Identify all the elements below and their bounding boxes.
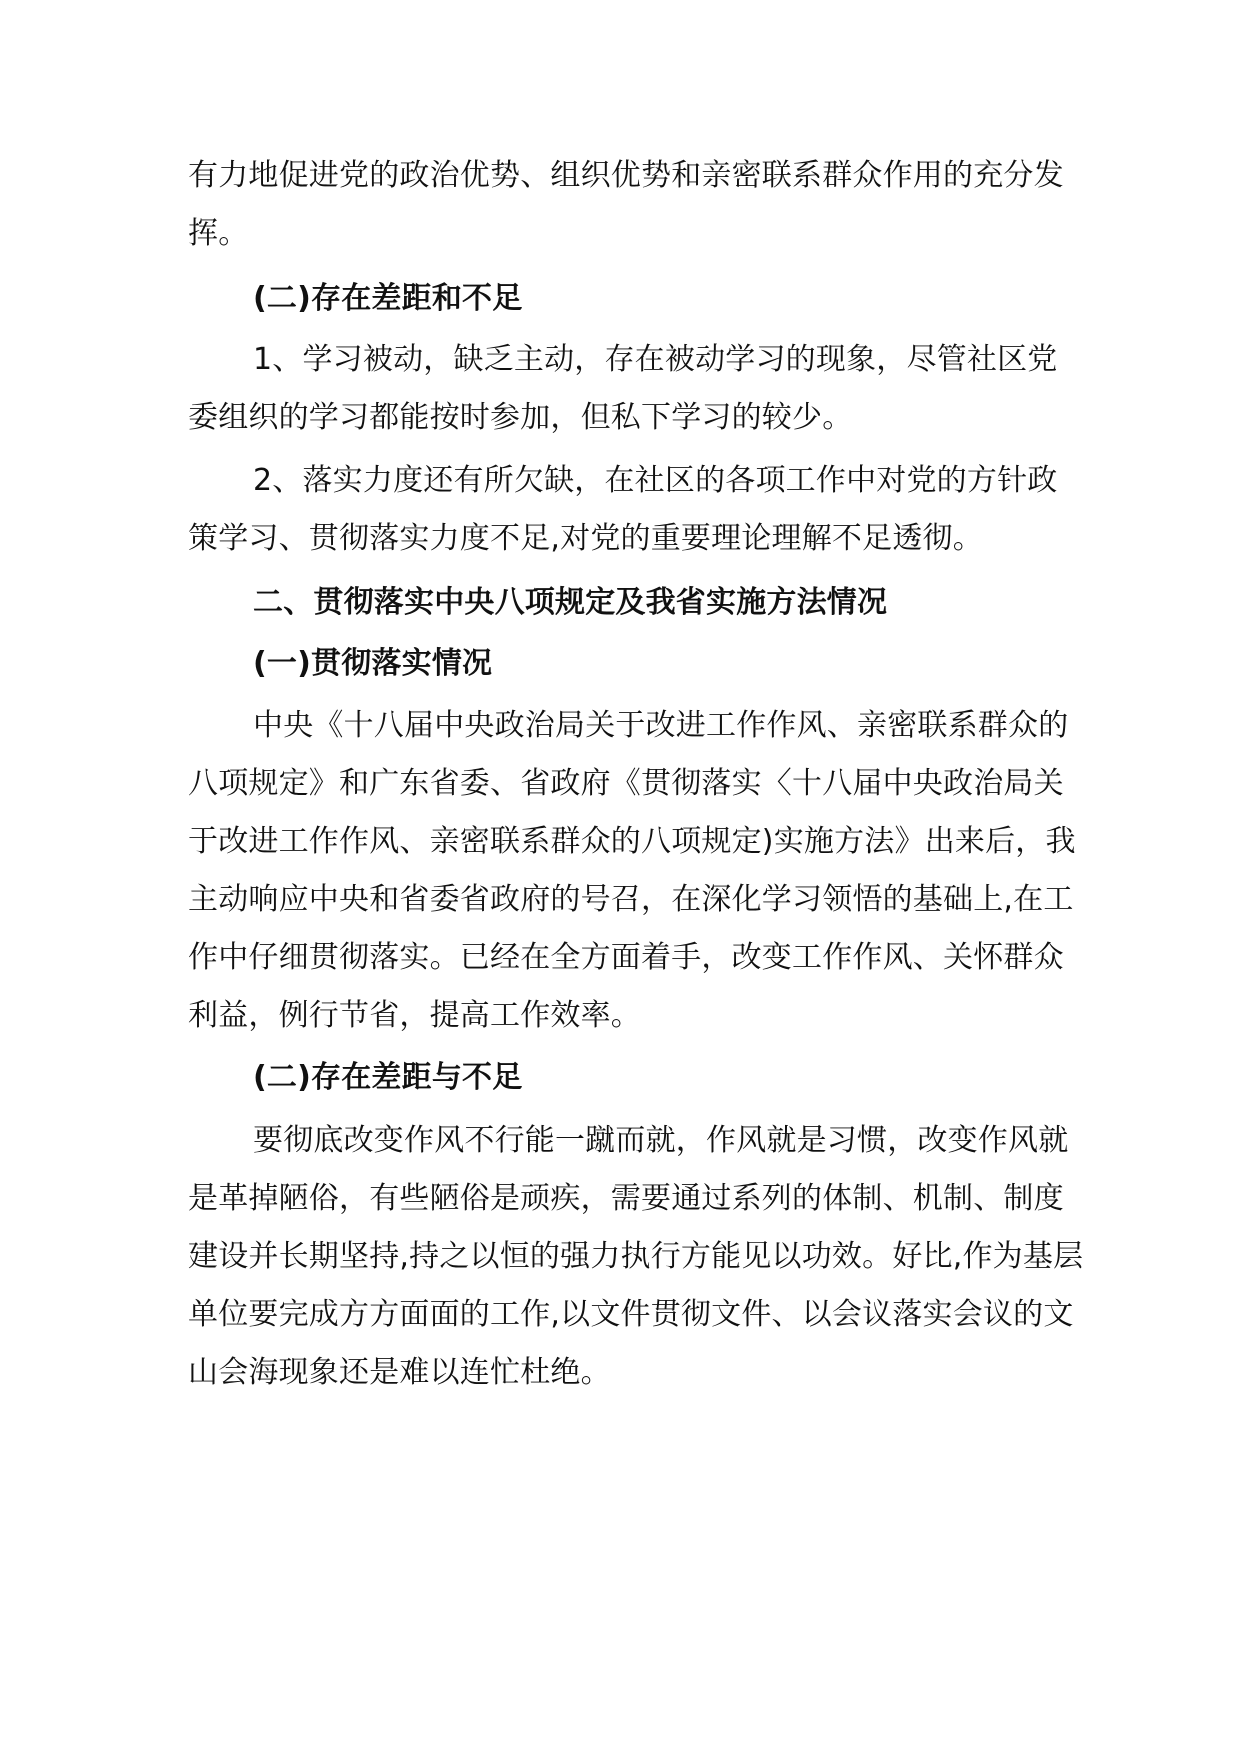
body-text-line: 八项规定》和广东省委、省政府《贯彻落实〈十八届中央政治局关 — [188, 766, 1064, 801]
section-subheading: (二)存在差距和不足 — [253, 281, 523, 316]
body-text-line: 主动响应中央和省委省政府的号召，在深化学习领悟的基础上,在工 — [188, 882, 1074, 917]
body-text-line: 中央《十八届中央政治局关于改进工作作风、亲密联系群众的 — [253, 708, 1069, 743]
body-text-line: 有力地促进党的政治优势、组织优势和亲密联系群众作用的充分发 — [188, 158, 1064, 193]
section-subheading: (二)存在差距与不足 — [253, 1060, 523, 1095]
body-text-line: 是革掉陋俗，有些陋俗是顽疾，需要通过系列的体制、机制、制度 — [188, 1181, 1064, 1216]
body-text-line: 建设并长期坚持,持之以恒的强力执行方能见以功效。好比,作为基层 — [188, 1239, 1084, 1274]
body-text-line: 要彻底改变作风不行能一蹴而就，作风就是习惯，改变作风就 — [253, 1123, 1069, 1158]
body-text-line: 于改进工作作风、亲密联系群众的八项规定)实施方法》出来后，我 — [188, 824, 1076, 859]
body-text-line: 利益，例行节省，提高工作效率。 — [188, 998, 641, 1033]
section-subheading: (一)贯彻落实情况 — [253, 646, 493, 681]
body-text-line: 1、学习被动，缺乏主动，存在被动学习的现象，尽管社区党 — [253, 342, 1058, 377]
body-text-line: 作中仔细贯彻落实。已经在全方面着手，改变工作作风、关怀群众 — [188, 940, 1064, 975]
section-heading: 二、贯彻落实中央八项规定及我省实施方法情况 — [253, 585, 888, 620]
body-text-line: 单位要完成方方面面的工作,以文件贯彻文件、以会议落实会议的文 — [188, 1297, 1074, 1332]
body-text-line: 山会海现象还是难以连忙杜绝。 — [188, 1355, 611, 1390]
body-text-line: 2、落实力度还有所欠缺，在社区的各项工作中对党的方针政 — [253, 463, 1058, 498]
body-text-line: 策学习、贯彻落实力度不足,对党的重要理论理解不足透彻。 — [188, 521, 983, 556]
body-text-line: 委组织的学习都能按时参加，但私下学习的较少。 — [188, 400, 853, 435]
body-text-line: 挥。 — [188, 216, 249, 251]
